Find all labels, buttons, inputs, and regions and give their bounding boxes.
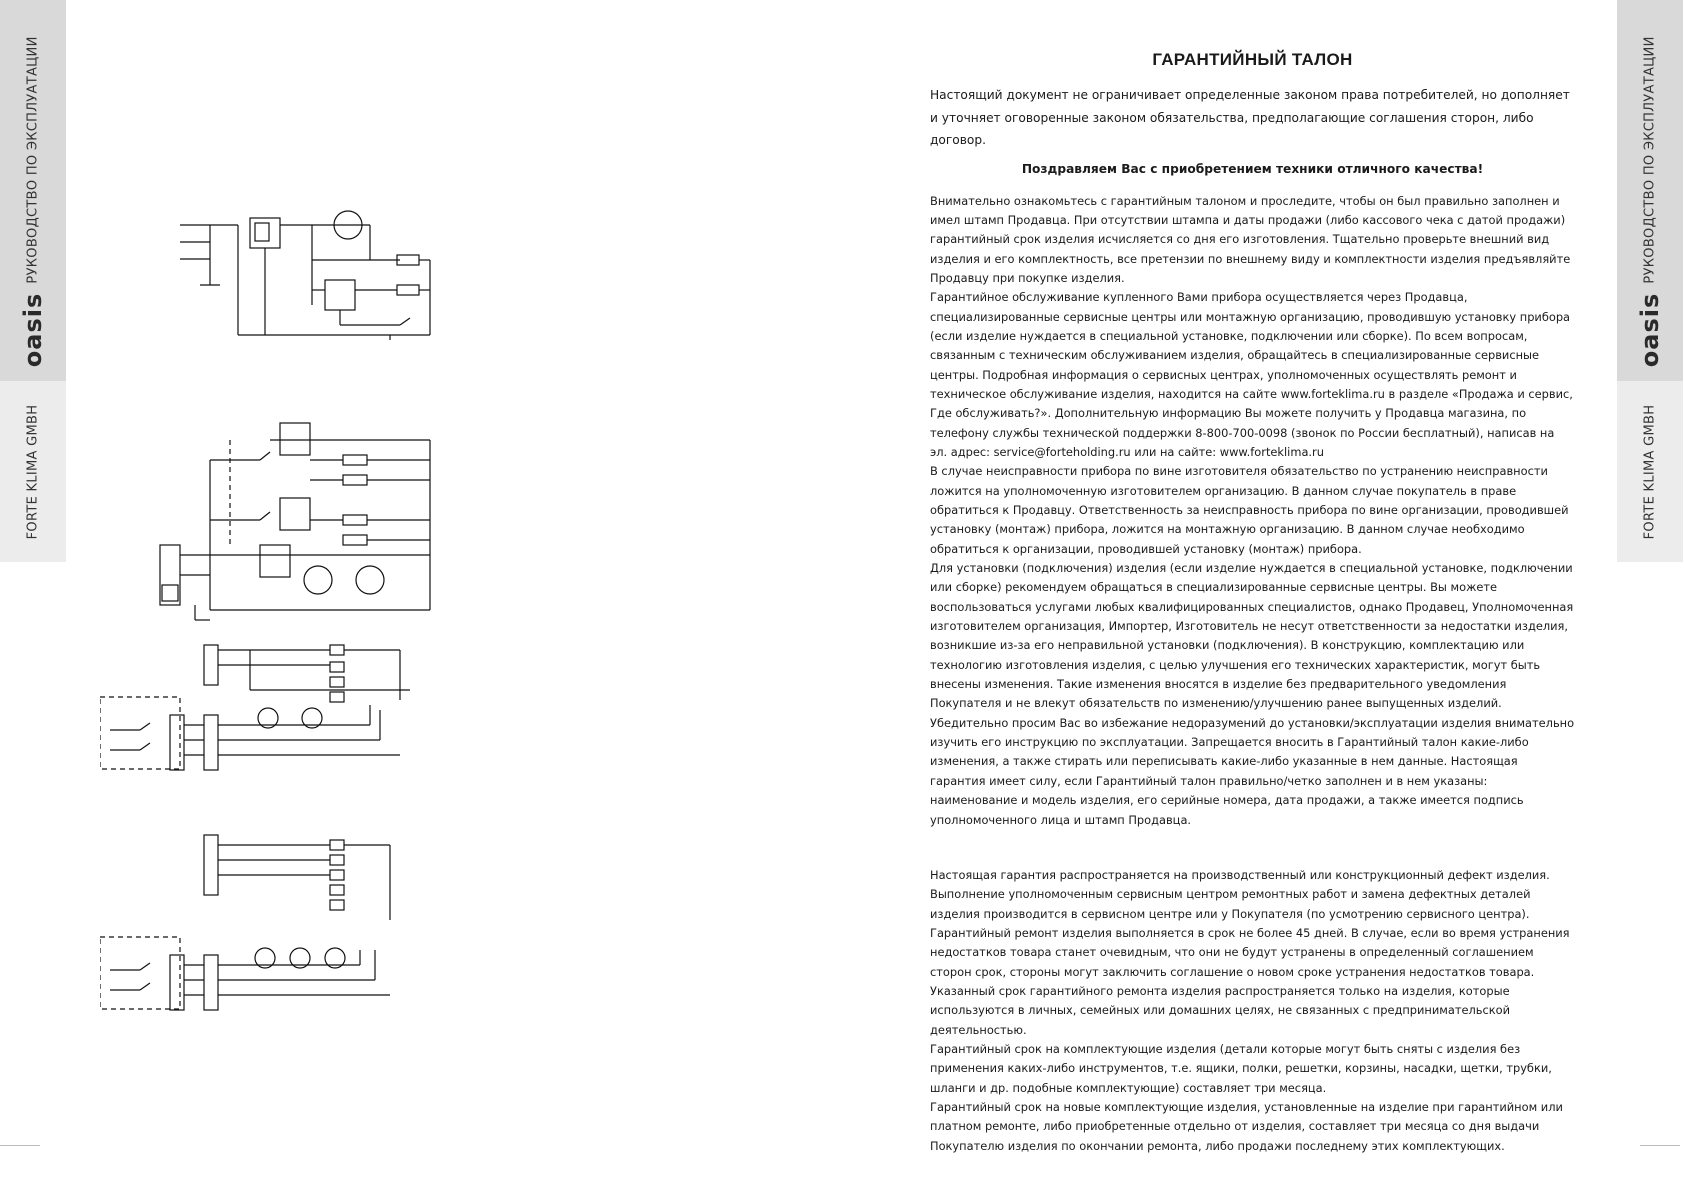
warranty-document [930,50,1575,830]
warranty-body [930,192,1575,830]
warranty-paragraph: Внимательно ознакомьтесь с гарантийным талоном и проследите, чтобы он был правильно заполнен и имел штамп Продавца. При отсутствии штампа и даты продажи (либо кассового чека с датой продажи) гарантийный срок изделия исчисляется со дня его изготовления. Тщательно проверьте внешний вид изделия и его комплектность, все претензии по внешнему виду и комплектности изделия предъявляйте Продавцу при покупке изделия. [930,193,1571,285]
warranty-terms [930,866,1575,1156]
intro-paragraph: Настоящий документ не ограничивает определенные законом права потребителей, но дополняет и уточняет оговоренные законом обязательства, предполагающие соглашения сторон, либо договор. [930,88,1570,147]
wiring-diagram-3 [100,645,410,770]
sidebar-manual-label: РУКОВОДСТВО ПО ЭКСПЛУАТАЦИИ [25,36,41,284]
footer-rule-left [0,1145,40,1146]
warranty-paragraph: В случае неисправности прибора по вине изготовителя обязательство по устранению неисправности ложится на уполномоченную изготовителем организацию. В данном случае покупатель в праве обратиться к Продавцу. Ответственность за неисправность прибора по вине организации, проводившей установку (монтаж) прибора, ложится на монтажную организацию. В данном случае необходимо обратиться к организации, проводившей установку (монтаж) прибора. [930,464,1569,556]
wiring-diagram-1 [180,211,430,340]
warranty-paragraph: Гарантийное обслуживание купленного Вами прибора осуществляется через Продавца, специализированные сервисные центры или монтажную организацию, проводившую установку прибора (если изделие нуждается в специальной установке, подключении или сборке). По всем вопросам, связанным с техническим обслуживанием изделия, обращайтесь в специализированные сервисные центры. Подробная информация о сервисных центрах, уполномоченных осуществлять ремонт и техническое обслуживание изделия, находится на сайте www.forteklima.ru в разделе «Продажа и сервис, Где обслуживать?». Дополнительную информацию Вы можете получить у Продавца магазина, по телефону службы технической поддержки 8-800-700-0098 (звонок по России бесплатный), написав на эл. адрес: service@forteholding.ru или на сайте: www.forteklima.ru [930,290,1573,459]
congrats-heading: Поздравляем Вас с приобретением техники отличного качества! [1021,161,1484,176]
sidebar-company-label: FORTE KLIMA GMBH [25,404,41,540]
sidebar-brand-logo: oasis [1636,292,1664,368]
warranty-term-paragraph: Настоящая гарантия распространяется на производственный или конструкционный дефект изделия. Выполнение уполномоченным сервисным центром ремонтных работ и замена дефектных деталей изделия производится в сервисном центре или у Покупателя (по усмотрению сервисного центра). [930,868,1550,921]
wiring-diagrams [100,180,440,1080]
sidebar-brand-logo: oasis [19,292,47,368]
warranty-paragraph: Для установки (подключения) изделия (если изделие нуждается в специальной установке, подключении или сборке) рекомендуем обращаться в специализированные сервисные центры. Вы можете воспользоваться услугами любых квалифицированных специалистов, однако Продавец, Уполномоченная изготовителем организация, Импортер, Изготовитель не несут ответственности за недостатки изделия, возникшие из-за его неправильной установки (подключения). В конструкцию, комплектацию или технологию изготовления изделия, с целью улучшения его технических характеристик, могут быть внесены изменения. Такие изменения вносятся в изделие без предварительного уведомления Покупателя и не влекут обязательств по изменению/улучшению ранее выпущенных изделий. Убедительно просим Вас во избежание недоразумений до установки/эксплуатации изделия внимательно изучить его инструкцию по эксплуатации. Запрещается вносить в Гарантийный талон какие-либо изменения, а также стирать или переписывать какие-либо указанные в нем данные. Настоящая гарантия имеет силу, если Гарантийный талон правильно/четко заполнен и в нем указаны: наименование и модель изделия, его серийные номера, дата продажи, а также имеется подпись уполномоченного лица и штамп Продавца. [930,561,1575,827]
wiring-diagram-2 [160,423,430,620]
warranty-term-paragraph: Гарантийный срок на новые комплектующие изделия, установленные на изделие при гарантийном или платном ремонте, либо приобретенные отдельно от изделия, составляет три месяца со дня выдачи Покупателю изделия по окончании ремонта, либо продажи последнему этих комплектующих. [930,1100,1563,1153]
wiring-diagram-4 [100,835,390,1010]
sidebar-company-label: FORTE KLIMA GMBH [1642,404,1658,540]
sidebar-manual-label: РУКОВОДСТВО ПО ЭКСПЛУАТАЦИИ [1642,36,1658,284]
warranty-term-paragraph: Гарантийный срок на комплектующие изделия (детали которые могут быть сняты с изделия без применения каких-либо инструментов, т.е. ящики, полки, решетки, корзины, насадки, щетки, трубки, шланги и др. подобные комплектующие) составляет три месяца. [930,1042,1552,1095]
footer-rule-right [1640,1145,1680,1146]
right-sidebar [1617,0,1683,562]
left-sidebar [0,0,66,562]
page-title: ГАРАНТИЙНЫЙ ТАЛОН [1152,50,1353,69]
warranty-term-paragraph: Гарантийный ремонт изделия выполняется в срок не более 45 дней. В случае, если во время устранения недостатков товара станет очевидным, что они не будут устранены в определенный соглашением сторон срок, стороны могут заключить соглашение о новом сроке устранения недостатков товара. Указанный срок гарантийного ремонта изделия распространяется только на изделия, которые используются в личных, семейных или домашних целях, не связанных с предпринимательской деятельностью. [930,926,1570,1037]
